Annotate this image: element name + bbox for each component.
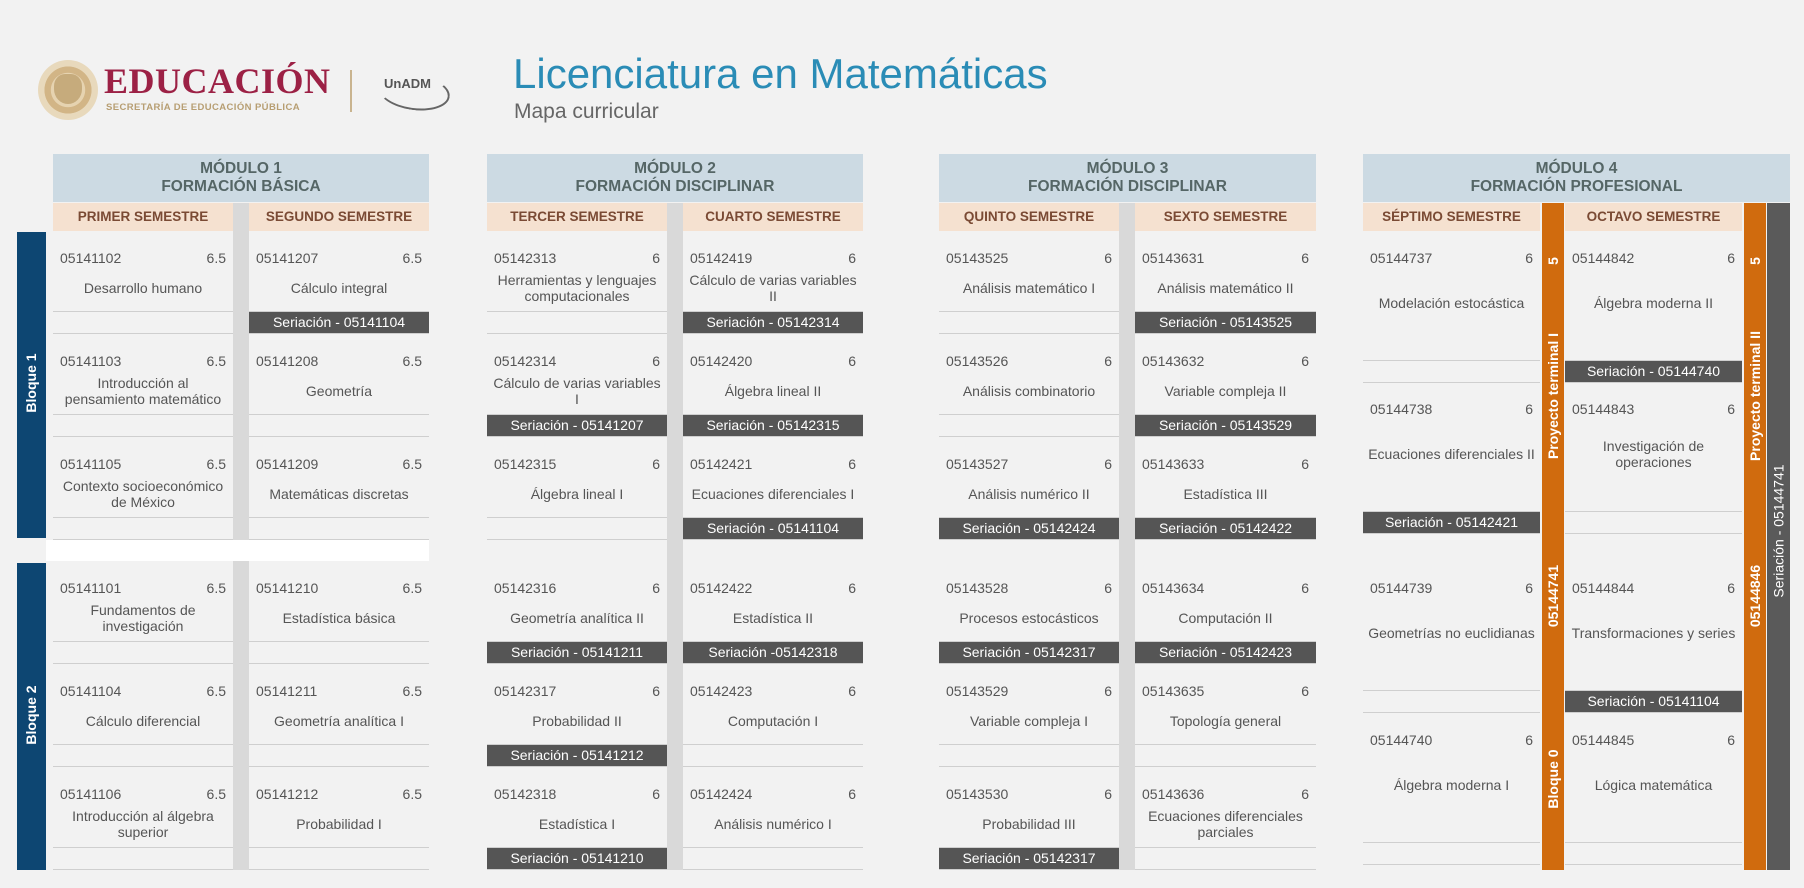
course-credits: 6.5 (402, 683, 422, 699)
semester-header-5: QUINTO SEMESTRE (939, 203, 1119, 231)
semester-header-8: OCTAVO SEMESTRE (1565, 203, 1742, 231)
course-name: Ecuaciones diferenciales II (1368, 446, 1535, 462)
course-name: Análisis numérico II (968, 486, 1090, 502)
course-name: Matemáticas discretas (269, 486, 409, 502)
course-credits: 6 (1301, 250, 1309, 266)
course-name: Cálculo de varias variables II (689, 272, 857, 304)
cell-divider (53, 517, 233, 518)
course-cell (1565, 715, 1742, 865)
column-gap (1119, 203, 1135, 870)
course-code: 05143631 (1142, 250, 1205, 266)
course-cell (939, 769, 1119, 870)
course-cell (53, 563, 233, 664)
block-separator (46, 540, 429, 561)
unadm-logo-text: UnADM (384, 76, 431, 91)
course-name: Transformaciones y series (1571, 625, 1736, 641)
course-cell (683, 336, 863, 437)
pt2-credits: 5 (1747, 257, 1763, 265)
course-code: 05141207 (256, 250, 319, 266)
module-header-4: MÓDULO 4 FORMACIÓN PROFESIONAL (1363, 154, 1790, 202)
course-credits: 6 (848, 353, 856, 369)
course-cell (53, 769, 233, 870)
seriacion-label: Seriación - 05141104 (249, 312, 429, 333)
course-code: 05142423 (690, 683, 753, 699)
course-credits: 6.5 (402, 456, 422, 472)
course-credits: 6 (1301, 786, 1309, 802)
course-name: Desarrollo humano (83, 280, 203, 296)
course-credits: 6.5 (402, 353, 422, 369)
semester-header-7: SÉPTIMO SEMESTRE (1363, 203, 1540, 231)
course-cell (249, 439, 429, 540)
course-code: 05141208 (256, 353, 319, 369)
educacion-logo-subtitle: SECRETARÍA DE EDUCACIÓN PÚBLICA (106, 102, 300, 113)
course-credits: 6 (848, 580, 856, 596)
course-name: Procesos estocásticos (959, 610, 1099, 626)
course-cell (53, 439, 233, 540)
course-credits: 6 (1727, 732, 1735, 748)
course-name: Álgebra lineal II (724, 383, 822, 399)
course-credits: 6.5 (402, 786, 422, 802)
course-cell (53, 233, 233, 334)
course-name: Contexto socioeconómico de México (62, 478, 224, 510)
seriacion-bar-label: Seriación - 05144741 (1770, 464, 1787, 598)
cell-divider (939, 744, 1119, 745)
pt2-label: Proyecto terminal II (1747, 331, 1763, 461)
course-cell (683, 666, 863, 767)
educacion-logo-title: EDUCACIÓN (104, 61, 331, 101)
cell-divider (1363, 360, 1540, 361)
course-name: Probabilidad III (982, 816, 1076, 832)
course-cell (53, 666, 233, 767)
course-code: 05143634 (1142, 580, 1205, 596)
course-name: Computación I (727, 713, 819, 729)
course-credits: 6 (1727, 580, 1735, 596)
course-cell (1135, 563, 1316, 664)
course-cell (1565, 563, 1742, 713)
course-code: 05141101 (60, 580, 122, 596)
course-cell (53, 336, 233, 437)
course-code: 05142313 (494, 250, 557, 266)
course-cell (1135, 439, 1316, 540)
course-code: 05144842 (1572, 250, 1635, 266)
seriacion-label: Seriación - 05141211 (487, 642, 667, 663)
column-gap (667, 203, 683, 870)
course-code: 05143526 (946, 353, 1009, 369)
course-code: 05143636 (1142, 786, 1205, 802)
cell-divider (53, 641, 233, 642)
cell-divider (249, 744, 429, 745)
pt1-bloque: Bloque 0 (1545, 749, 1561, 809)
course-name: Geometría analítica I (274, 713, 404, 729)
course-credits: 6 (1104, 683, 1112, 699)
course-code: 05141211 (256, 683, 318, 699)
course-cell (939, 233, 1119, 334)
course-cell (683, 769, 863, 870)
course-credits: 6.5 (402, 580, 422, 596)
course-cell (1363, 384, 1540, 534)
cell-divider (249, 641, 429, 642)
course-code: 05141210 (256, 580, 319, 596)
course-name: Análisis numérico I (714, 816, 832, 832)
course-name: Geometrías no euclidianas (1368, 625, 1535, 641)
course-name: Cálculo de varias variables I (493, 375, 661, 407)
cell-divider (487, 311, 667, 312)
course-cell (487, 666, 667, 767)
course-name: Estadística II (732, 610, 814, 626)
course-code: 05141209 (256, 456, 319, 472)
cell-divider (939, 414, 1119, 415)
course-code: 05141104 (60, 683, 122, 699)
course-code: 05142419 (690, 250, 753, 266)
course-name: Cálculo diferencial (85, 713, 201, 729)
course-code: 05142316 (494, 580, 557, 596)
course-cell (249, 233, 429, 334)
course-cell (487, 769, 667, 870)
course-name: Topología general (1169, 713, 1282, 729)
unadm-logo (378, 70, 450, 110)
seriacion-label: Seriación - 05142315 (683, 415, 863, 436)
course-cell (487, 336, 667, 437)
course-cell (249, 666, 429, 767)
cell-divider (1565, 842, 1742, 843)
course-name: Variable compleja I (969, 713, 1089, 729)
course-name: Geometría (305, 383, 373, 399)
course-cell (1363, 715, 1540, 865)
course-credits: 6 (652, 786, 660, 802)
cell-divider (53, 744, 233, 745)
seriacion-label: Seriación - 05143529 (1135, 415, 1316, 436)
module-header-2: MÓDULO 2 FORMACIÓN DISCIPLINAR (487, 154, 863, 202)
course-cell (939, 439, 1119, 540)
module-header-1: MÓDULO 1 FORMACIÓN BÁSICA (53, 154, 429, 202)
course-cell (1565, 233, 1742, 383)
course-cell (1135, 336, 1316, 437)
bloque-1-bar (17, 232, 46, 538)
course-name: Álgebra moderna I (1393, 777, 1510, 793)
course-credits: 6 (1525, 732, 1533, 748)
course-code: 05142424 (690, 786, 753, 802)
course-credits: 6 (1104, 250, 1112, 266)
course-cell (249, 336, 429, 437)
course-cell (487, 439, 667, 540)
course-code: 05143530 (946, 786, 1009, 802)
cell-divider (53, 311, 233, 312)
course-name: Ecuaciones diferenciales parciales (1148, 808, 1303, 840)
course-credits: 6 (652, 353, 660, 369)
pt2-code: 05144846 (1747, 564, 1763, 628)
course-name: Introducción al pensamiento matemático (64, 375, 222, 407)
course-code: 05142421 (690, 456, 753, 472)
course-name: Variable compleja II (1164, 383, 1287, 399)
course-code: 05141105 (60, 456, 122, 472)
cell-divider (53, 847, 233, 848)
course-credits: 6 (652, 456, 660, 472)
seriacion-label: Seriación - 05144740 (1565, 361, 1742, 382)
course-name: Ecuaciones diferenciales I (691, 486, 855, 502)
semester-header-1: PRIMER SEMESTRE (53, 203, 233, 231)
semester-header-2: SEGUNDO SEMESTRE (249, 203, 429, 231)
course-credits: 6.5 (206, 250, 226, 266)
course-cell (249, 563, 429, 664)
mexico-seal-logo (38, 60, 98, 120)
course-name: Modelación estocástica (1378, 295, 1525, 311)
course-credits: 6 (1104, 353, 1112, 369)
course-code: 05143632 (1142, 353, 1205, 369)
cell-divider (53, 414, 233, 415)
seriacion-label: Seriación - 05141207 (487, 415, 667, 436)
course-name: Computación II (1178, 610, 1273, 626)
seriacion-label: Seriación - 05142423 (1135, 642, 1316, 663)
course-code: 05144845 (1572, 732, 1635, 748)
course-name: Geometría analítica II (510, 610, 644, 626)
cell-divider (249, 517, 429, 518)
course-credits: 6 (1525, 250, 1533, 266)
seriacion-label: Seriación - 05141104 (683, 518, 863, 539)
course-cell (939, 336, 1119, 437)
course-credits: 6 (1727, 401, 1735, 417)
course-cell (939, 563, 1119, 664)
course-cell (1135, 233, 1316, 334)
course-credits: 6 (652, 580, 660, 596)
course-cell (249, 769, 429, 870)
course-credits: 6 (1727, 250, 1735, 266)
course-code: 05144740 (1370, 732, 1433, 748)
seriacion-label: Seriación - 05141212 (487, 745, 667, 766)
course-credits: 6 (1104, 580, 1112, 596)
cell-divider (487, 517, 667, 518)
bloque-1-label: Bloque 1 (23, 353, 39, 413)
course-code: 05142422 (690, 580, 753, 596)
course-code: 05144739 (1370, 580, 1433, 596)
course-credits: 6 (848, 250, 856, 266)
logo-divider (350, 70, 352, 112)
course-code: 05141102 (60, 250, 122, 266)
course-name: Análisis matemático II (1157, 280, 1294, 296)
course-credits: 6.5 (206, 580, 226, 596)
course-credits: 6 (652, 250, 660, 266)
course-code: 05143527 (946, 456, 1009, 472)
course-name: Análisis combinatorio (962, 383, 1096, 399)
seriacion-label: Seriación - 05142314 (683, 312, 863, 333)
cell-divider (683, 847, 863, 848)
seriacion-label: Seriación - 05142317 (939, 642, 1119, 663)
course-credits: 6 (848, 683, 856, 699)
proyecto-terminal-2-bar (1744, 203, 1766, 870)
course-name: Álgebra lineal I (530, 486, 624, 502)
cell-divider (1135, 847, 1316, 848)
semester-header-4: CUARTO SEMESTRE (683, 203, 863, 231)
course-credits: 6.5 (206, 353, 226, 369)
course-cell (683, 563, 863, 664)
course-code: 05143633 (1142, 456, 1205, 472)
pt1-credits: 5 (1545, 257, 1561, 265)
seriacion-label: Seriación - 05143525 (1135, 312, 1316, 333)
course-name: Estadística III (1183, 486, 1268, 502)
pt1-label: Proyecto terminal I (1545, 332, 1561, 460)
module-header-3: MÓDULO 3 FORMACIÓN DISCIPLINAR (939, 154, 1316, 202)
course-credits: 6 (1301, 456, 1309, 472)
cell-divider (1565, 511, 1742, 512)
course-cell (1363, 563, 1540, 713)
course-credits: 6 (848, 786, 856, 802)
course-name: Estadística I (538, 816, 616, 832)
course-credits: 6 (1301, 580, 1309, 596)
course-name: Probabilidad II (532, 713, 622, 729)
proyecto-terminal-1-bar (1542, 203, 1564, 870)
course-name: Investigación de operaciones (1602, 438, 1705, 470)
seriacion-label: Seriación - 05141104 (1565, 691, 1742, 712)
cell-divider (683, 744, 863, 745)
course-cell (1135, 769, 1316, 870)
course-code: 05143525 (946, 250, 1009, 266)
course-name: Álgebra moderna II (1593, 295, 1714, 311)
course-code: 05141212 (256, 786, 319, 802)
seriacion-label: Seriación - 05142317 (939, 848, 1119, 869)
course-credits: 6.5 (402, 250, 422, 266)
course-credits: 6.5 (206, 456, 226, 472)
course-code: 05142314 (494, 353, 557, 369)
course-credits: 6 (1104, 456, 1112, 472)
seriacion-label: Seriación - 05142421 (1363, 512, 1540, 533)
seriacion-label: Seriación -05142318 (683, 642, 863, 663)
course-credits: 6 (848, 456, 856, 472)
cell-divider (249, 414, 429, 415)
cell-divider (1363, 842, 1540, 843)
course-name: Fundamentos de investigación (90, 602, 196, 634)
course-code: 05143528 (946, 580, 1009, 596)
seriacion-label: Seriación - 05142424 (939, 518, 1119, 539)
cell-divider (1363, 690, 1540, 691)
course-credits: 6 (1301, 683, 1309, 699)
course-credits: 6 (1525, 580, 1533, 596)
bloque-2-label: Bloque 2 (23, 685, 39, 745)
bloque-2-bar (17, 563, 46, 870)
course-cell (683, 233, 863, 334)
course-code: 05143529 (946, 683, 1009, 699)
course-code: 05142420 (690, 353, 753, 369)
course-cell (939, 666, 1119, 767)
course-cell (487, 563, 667, 664)
course-cell (683, 439, 863, 540)
course-code: 05144738 (1370, 401, 1433, 417)
course-credits: 6 (652, 683, 660, 699)
course-cell (1363, 233, 1540, 383)
course-name: Estadística básica (282, 610, 396, 626)
course-name: Lógica matemática (1594, 777, 1713, 793)
course-code: 05142318 (494, 786, 557, 802)
course-credits: 6 (1525, 401, 1533, 417)
course-name: Cálculo integral (290, 280, 388, 296)
course-cell (1565, 384, 1742, 534)
course-code: 05142317 (494, 683, 557, 699)
course-code: 05141103 (60, 353, 122, 369)
course-name: Introducción al álgebra superior (72, 808, 214, 840)
course-cell (487, 233, 667, 334)
course-code: 05143635 (1142, 683, 1205, 699)
cell-divider (249, 847, 429, 848)
course-code: 05144843 (1572, 401, 1635, 417)
course-name: Análisis matemático I (962, 280, 1096, 296)
seriacion-label: Seriación - 05141210 (487, 848, 667, 869)
seriacion-bar (1767, 203, 1790, 870)
page-title: Licenciatura en Matemáticas (513, 50, 1048, 97)
course-code: 05142315 (494, 456, 557, 472)
course-code: 05144844 (1572, 580, 1635, 596)
course-name: Herramientas y lenguajes computacionales (497, 272, 657, 304)
seriacion-label: Seriación - 05142422 (1135, 518, 1316, 539)
course-code: 05144737 (1370, 250, 1433, 266)
pt1-code: 05144741 (1545, 564, 1561, 628)
course-name: Probabilidad I (296, 816, 382, 832)
course-cell (1135, 666, 1316, 767)
course-credits: 6 (1301, 353, 1309, 369)
semester-header-3: TERCER SEMESTRE (487, 203, 667, 231)
column-gap (233, 203, 249, 870)
cell-divider (939, 311, 1119, 312)
semester-header-6: SEXTO SEMESTRE (1135, 203, 1316, 231)
course-credits: 6.5 (206, 683, 226, 699)
course-credits: 6.5 (206, 786, 226, 802)
page-subtitle: Mapa curricular (514, 100, 659, 123)
course-credits: 6 (1104, 786, 1112, 802)
course-code: 05141106 (60, 786, 122, 802)
cell-divider (1135, 744, 1316, 745)
